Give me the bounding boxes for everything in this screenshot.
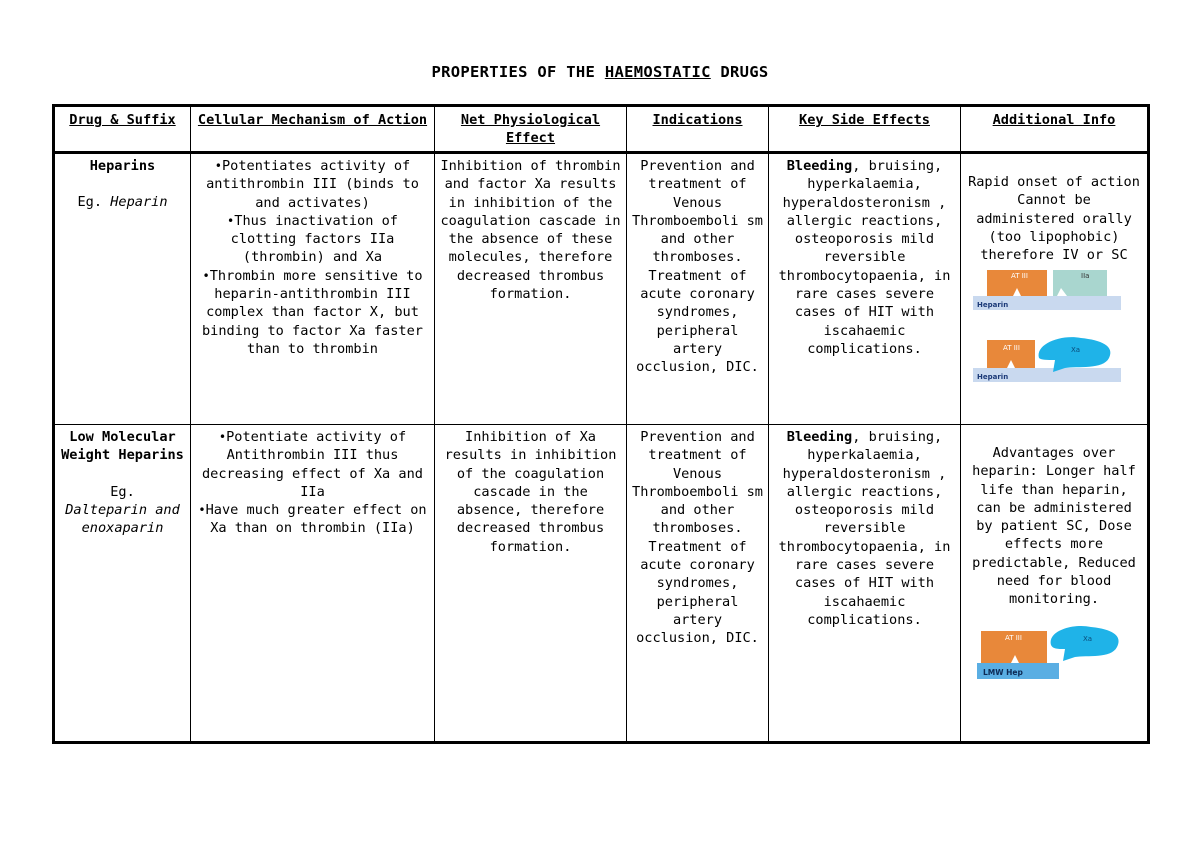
additional-info-cell — [961, 425, 1149, 743]
drug-example: Dalteparin and enoxaparin — [65, 501, 180, 537]
at3-label-2: AT III — [1003, 344, 1020, 353]
header-side-effects: Key Side Effects — [769, 106, 961, 153]
header-drug: Drug & Suffix — [54, 106, 191, 153]
mechanism-item: • Thus inactivation of clotting factors IIa (thrombin) and Xa — [194, 212, 431, 267]
heparin-mechanism-diagram — [969, 264, 1139, 384]
additional-info-text: Rapid onset of action Cannot be administered orally (too lipophobic) therefore IV or SC — [968, 174, 1140, 264]
additional-info-text: Advantages over heparin: Longer half life than heparin, can be administered by patient SC, Dose effects more predictable, Reduced need for blood monitoring. — [972, 445, 1136, 608]
header-row — [54, 106, 1149, 153]
drug-cell — [54, 153, 191, 425]
table-row-lmw-heparins — [54, 425, 1149, 743]
header-indications: Indications — [627, 106, 769, 153]
indications-cell: Prevention and treatment of Venous Thromboemboli sm and other thromboses. Treatment of acute coronary syndromes, peripheral artery occlusion, DIC. — [627, 425, 769, 743]
iia-label: IIa — [1081, 272, 1090, 281]
additional-info-cell — [961, 153, 1149, 425]
document-title: PROPERTIES OF THE HAEMOSTATIC DRUGS — [431, 63, 769, 81]
iia-block — [1053, 270, 1107, 296]
header-additional-info: Additional Info — [961, 106, 1149, 153]
mechanism-item: • Have much greater effect on Xa than on thrombin (IIa) — [194, 501, 431, 538]
lmw-heparin-mechanism-diagram — [969, 621, 1139, 685]
drug-properties-table — [52, 104, 1150, 744]
xa-blob-lmw — [1051, 626, 1119, 661]
effect-cell: Inhibition of Xa results in inhibition of the coagulation cascade in the absence, therefore decreased thrombus formation. — [435, 425, 627, 743]
side-effects-cell: Bleeding, bruising, hyperkalaemia, hyperaldosteronism , allergic reactions, osteoporosis mild reversible thrombocytopaenia, in rare cases severe cases of HIT with iscahaemic complications. — [769, 425, 961, 743]
side-effects-cell: Bleeding, bruising, hyperkalaemia, hyperaldosteronism , allergic reactions, osteoporosis mild reversible thrombocytopaenia, in rare cases severe cases of HIT with iscahaemic complications. — [769, 153, 961, 425]
at3-label: AT III — [1011, 272, 1028, 281]
drug-name: Heparins — [89, 158, 156, 174]
header-effect: Net Physiological Effect — [435, 106, 627, 153]
mechanism-item: • Potentiates activity of antithrombin III (binds to and activates) — [194, 157, 431, 212]
effect-cell: Inhibition of thrombin and factor Xa results in inhibition of the coagulation cascade in the absence of these molecules, therefore decreased thrombus formation. — [435, 153, 627, 425]
drug-name: Low Molecular Weight Heparins — [61, 429, 184, 464]
xa-label-lmw: Xa — [1083, 634, 1093, 643]
table-row-heparins — [54, 153, 1149, 425]
header-mechanism: Cellular Mechanism of Action — [191, 106, 435, 153]
heparin-bar-label: Heparin — [977, 301, 1009, 310]
mechanism-cell — [191, 153, 435, 425]
drug-example-prefix: Eg. — [110, 483, 135, 500]
mechanism-cell — [191, 425, 435, 743]
drug-cell — [54, 425, 191, 743]
mechanism-item: • Potentiate activity of Antithrombin III thus decreasing effect of Xa and IIa — [194, 428, 431, 501]
xa-blob — [1039, 338, 1111, 373]
title-underlined-word: HAEMOSTATIC — [604, 63, 711, 81]
xa-label: Xa — [1071, 346, 1081, 355]
drug-example: Eg. Heparin — [77, 194, 168, 211]
lmw-bar-label: LMW Hep — [983, 667, 1023, 677]
at3-label-lmw: AT III — [1005, 633, 1022, 642]
heparin-bar-label-2: Heparin — [977, 373, 1009, 382]
indications-cell: Prevention and treatment of Venous Thromboemboli sm and other thromboses. Treatment of acute coronary syndromes, peripheral artery occlusion, DIC. — [627, 153, 769, 425]
mechanism-item: • Thrombin more sensitive to heparin-antithrombin III complex than factor X, but binding to factor Xa faster than to thrombin — [194, 267, 431, 358]
